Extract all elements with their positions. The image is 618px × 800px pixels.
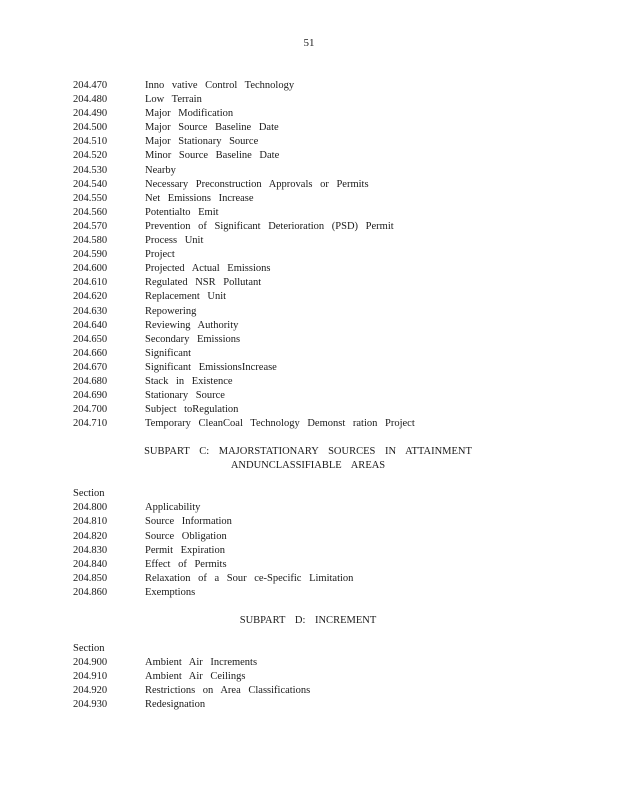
toc-entry [73,164,543,178]
toc-entry [73,276,543,290]
section-number: 204.710 [73,418,108,430]
toc-entry [73,333,543,347]
section-number: 204.520 [73,150,108,162]
section-number: 204.920 [73,685,108,697]
toc-entry [73,698,543,712]
section-title: Applicability [145,502,201,514]
toc-entry [73,586,543,600]
toc-entry [73,234,543,248]
section-title: Source Obligation [145,530,227,542]
page-number: 51 [303,37,315,49]
section-number: 204.900 [73,657,108,668]
toc-entry [73,544,543,558]
section-number: 204.590 [73,249,108,261]
section-title: Redesignation [145,699,206,711]
toc-entry [73,135,543,149]
subpart-c-list [73,501,543,600]
section-number: 204.910 [73,671,108,683]
subpart-d-list [73,656,543,712]
section-title: Source Information [145,516,232,528]
table-of-contents [73,79,543,712]
section-title: Repowering [145,305,197,317]
section-number: 204.570 [73,220,108,232]
section-number: 204.820 [73,530,108,542]
toc-entry [73,262,543,276]
section-title: Secondary Emissions [145,333,241,345]
section-title: Necessary Preconstruction Approvals or Permits [145,178,369,190]
section-title: Replacement Unit [145,291,227,303]
section-title: Relaxation of a Sour ce-Specific Limitation [145,572,354,584]
section-number: 204.470 [73,80,108,91]
section-number: 204.490 [73,108,108,120]
section-title: Significant EmissionsIncrease [145,361,277,373]
toc-entry [73,572,543,586]
toc-entry [73,192,543,206]
subpart-d-section-label: Section [73,643,105,654]
toc-entry [73,93,543,107]
section-number: 204.800 [73,502,108,514]
section-title: Ambient Air Ceilings [145,671,246,683]
subpart-c-section-label: Section [73,488,105,500]
section-number: 204.620 [73,291,108,303]
toc-entry [73,347,543,361]
toc-entry [73,361,543,375]
section-title: Major Stationary Source [145,136,259,148]
section-number: 204.810 [73,516,108,528]
toc-entry [73,375,543,389]
toc-entry [73,206,543,220]
definitions-list [73,79,543,431]
section-title: Reviewing Authority [145,319,239,331]
section-number: 204.500 [73,122,108,134]
section-title: Nearby [145,164,176,176]
toc-entry [73,417,543,431]
toc-entry [73,121,543,135]
section-title: Project [145,249,175,261]
section-number: 204.540 [73,178,108,190]
toc-entry [73,79,543,93]
toc-entry [73,530,543,544]
section-number: 204.600 [73,263,108,275]
section-number: 204.630 [73,305,108,317]
subpart-c-heading [73,445,543,473]
section-number: 204.560 [73,206,108,218]
section-number: 204.650 [73,333,108,345]
section-title: Potentialto Emit [145,206,219,218]
toc-entry [73,389,543,403]
section-title: Low Terrain [145,94,202,106]
section-title: Net Emissions Increase [145,192,254,204]
toc-entry [73,178,543,192]
section-number: 204.670 [73,361,108,373]
section-number: 204.530 [73,164,108,176]
toc-entry [73,248,543,262]
section-number: 204.850 [73,572,108,584]
section-number: 204.510 [73,136,108,148]
toc-entry [73,515,543,529]
section-number: 204.550 [73,192,108,204]
section-number: 204.860 [73,586,108,598]
toc-entry [73,107,543,121]
toc-entry [73,220,543,234]
section-title: Subject toRegulation [145,404,239,416]
section-title: Regulated NSR Pollutant [145,277,262,289]
section-number: 204.680 [73,375,108,387]
toc-entry [73,403,543,417]
section-number: 204.690 [73,390,108,402]
section-number: 204.830 [73,544,108,556]
section-title: Significant [145,347,192,359]
toc-entry [73,501,543,515]
toc-entry [73,656,543,670]
toc-entry [73,149,543,163]
section-number: 204.700 [73,404,108,416]
section-title: Inno vative Control Technology [145,80,295,91]
section-title: Exemptions [145,586,196,598]
section-title: Ambient Air Increments [145,657,258,668]
subpart-d-heading: SUBPART D: INCREMENT [239,615,377,626]
toc-entry [73,290,543,304]
section-number: 204.640 [73,319,108,331]
section-title: Stationary Source [145,390,225,402]
section-title: Temporary CleanCoal Technology Demonst ration Project [145,418,415,430]
toc-entry [73,670,543,684]
subpart-c-heading-line1: SUBPART C: MAJORSTATIONARY SOURCES IN ATTAINMENT [144,446,472,458]
toc-entry [73,558,543,572]
section-title: Process Unit [145,235,204,247]
section-title: Effect of Permits [145,558,227,570]
section-title: Minor Source Baseline Date [145,150,280,162]
section-title: Stack in Existence [145,375,233,387]
toc-entry [73,305,543,319]
section-title: Restrictions on Area Classifications [145,685,311,697]
toc-entry [73,684,543,698]
section-number: 204.610 [73,277,108,289]
section-number: 204.840 [73,558,108,570]
section-number: 204.480 [73,94,108,106]
section-title: Projected Actual Emissions [145,263,271,275]
section-number: 204.580 [73,235,108,247]
toc-entry [73,319,543,333]
section-number: 204.930 [73,699,108,711]
section-title: Major Source Baseline Date [145,122,279,134]
section-title: Major Modification [145,108,234,120]
section-title: Prevention of Significant Deterioration (PSD) Permit [145,220,394,232]
section-title: Permit Expiration [145,544,225,556]
section-number: 204.660 [73,347,108,359]
subpart-c-heading-line2: ANDUNCLASSIFIABLE AREAS [230,460,386,472]
